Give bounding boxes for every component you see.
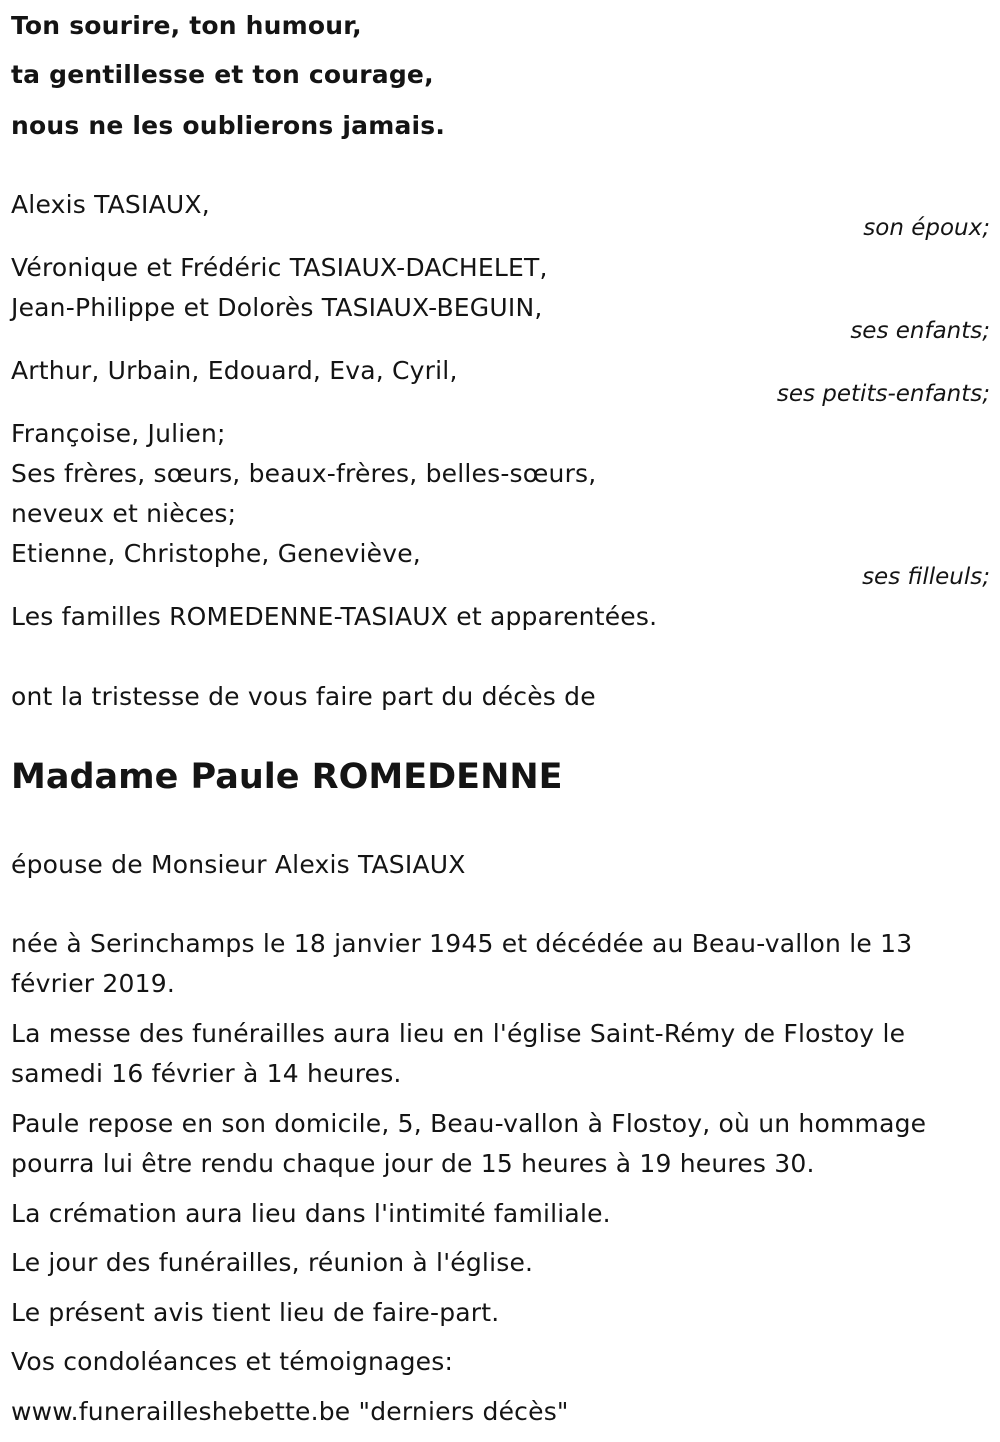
- mass-line-2: samedi 16 février à 14 heures.: [11, 1059, 402, 1088]
- deceased-name: Madame Paule ROMEDENNE: [11, 757, 563, 797]
- birth-death-line-2: février 2019.: [11, 969, 175, 998]
- epitaph-line-1: Ton sourire, ton humour,: [11, 11, 362, 40]
- epitaph-line-2: ta gentillesse et ton courage,: [11, 60, 434, 89]
- notice-line: Le présent avis tient lieu de faire-part.: [11, 1298, 500, 1327]
- spouse-role: son époux;: [863, 215, 990, 241]
- website-line[interactable]: www.funerailleshebette.be "derniers décès": [11, 1397, 569, 1426]
- spouse-name: Alexis TASIAUX,: [11, 190, 210, 219]
- others-line-2: Ses frères, sœurs, beaux-frères, belles-sœurs,: [11, 459, 597, 488]
- gathering-line: Le jour des funérailles, réunion à l'église.: [11, 1248, 534, 1277]
- birth-death-line-1: née à Serinchamps le 18 janvier 1945 et décédée au Beau-vallon le 13: [11, 929, 913, 958]
- epitaph-line-3: nous ne les oublierons jamais.: [11, 111, 446, 140]
- grandchildren-names: Arthur, Urbain, Edouard, Eva, Cyril,: [11, 356, 458, 385]
- children-line-2: Jean-Philippe et Dolorès TASIAUX-BEGUIN,: [11, 293, 543, 322]
- others-line-3: neveux et nièces;: [11, 499, 237, 528]
- repose-line-2: pourra lui être rendu chaque jour de 15 heures à 19 heures 30.: [11, 1149, 815, 1178]
- repose-line-1: Paule repose en son domicile, 5, Beau-vallon à Flostoy, où un hommage: [11, 1109, 927, 1138]
- children-role: ses enfants;: [850, 318, 990, 344]
- deceased-spouse-of: épouse de Monsieur Alexis TASIAUX: [11, 850, 466, 879]
- announcement-text: ont la tristesse de vous faire part du décès de: [11, 682, 596, 711]
- mass-line-1: La messe des funérailles aura lieu en l'église Saint-Rémy de Flostoy le: [11, 1019, 906, 1048]
- families-line: Les familles ROMEDENNE-TASIAUX et apparentées.: [11, 602, 658, 631]
- others-line-1: Françoise, Julien;: [11, 419, 226, 448]
- grandchildren-role: ses petits-enfants;: [776, 381, 990, 407]
- godchildren-role: ses filleuls;: [862, 564, 990, 590]
- godchildren-names: Etienne, Christophe, Geneviève,: [11, 539, 421, 568]
- condolences-line: Vos condoléances et témoignages:: [11, 1347, 454, 1376]
- cremation-line: La crémation aura lieu dans l'intimité familiale.: [11, 1199, 611, 1228]
- children-line-1: Véronique et Frédéric TASIAUX-DACHELET,: [11, 253, 548, 282]
